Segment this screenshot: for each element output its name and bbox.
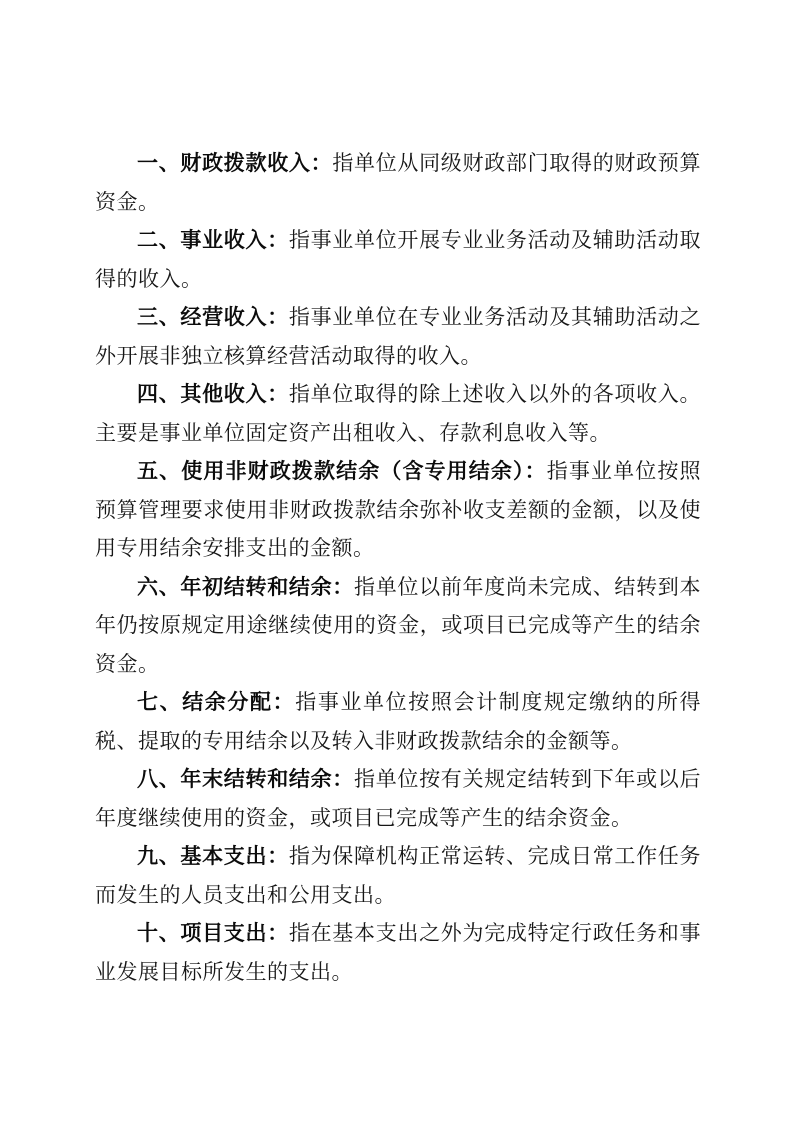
term-definition: 指单位从同级财政部门取得的财政预算资金。 <box>95 151 702 214</box>
definition-paragraph-6 <box>95 568 701 684</box>
term-label: 四、其他收入： <box>137 382 289 406</box>
term-definition: 指事业单位按照预算管理要求使用非财政拨款结余弥补收支差额的金额，以及使用专用结余安排支出的金额。 <box>95 459 702 560</box>
definition-paragraph-9 <box>95 837 701 914</box>
term-label: 十、项目支出： <box>137 921 289 945</box>
definition-paragraph-7 <box>95 683 701 760</box>
term-definition: 指单位取得的除上述收入以外的各项收入。主要是事业单位固定资产出租收入、存款利息收入等。 <box>95 382 702 445</box>
term-label: 二、事业收入： <box>137 228 289 252</box>
term-definition: 指单位按有关规定结转到下年或以后年度继续使用的资金，或项目已完成等产生的结余资金。 <box>95 767 701 830</box>
definition-paragraph-3 <box>95 298 701 375</box>
term-label: 七、结余分配： <box>137 690 296 714</box>
definition-paragraph-2 <box>95 221 701 298</box>
term-definition: 指在基本支出之外为完成特定行政任务和事业发展目标所发生的支出。 <box>95 921 702 984</box>
term-definition: 指单位以前年度尚未完成、结转到本年仍按原规定用途继续使用的资金，或项目已完成等产生的结余资金。 <box>95 574 701 676</box>
term-definition: 指事业单位开展专业业务活动及辅助活动取得的收入。 <box>95 228 702 291</box>
term-label: 九、基本支出： <box>137 844 289 868</box>
document-body <box>95 144 701 991</box>
definition-paragraph-8 <box>95 760 701 837</box>
definition-paragraph-4 <box>95 375 701 452</box>
definition-paragraph-1 <box>95 144 701 221</box>
term-definition: 指事业单位按照会计制度规定缴纳的所得税、提取的专用结余以及转入非财政拨款结余的金额等。 <box>95 690 702 753</box>
term-label: 三、经营收入： <box>137 305 289 329</box>
definition-paragraph-5 <box>95 452 701 568</box>
term-label: 六、年初结转和结余： <box>137 574 354 599</box>
term-label: 八、年末结转和结余： <box>137 767 354 791</box>
term-definition: 指事业单位在专业业务活动及其辅助活动之外开展非独立核算经营活动取得的收入。 <box>95 305 702 368</box>
term-definition: 指为保障机构正常运转、完成日常工作任务而发生的人员支出和公用支出。 <box>95 844 702 907</box>
term-label: 五、使用非财政拨款结余（含专用结余）： <box>137 459 547 483</box>
term-label: 一、财政拨款收入： <box>137 151 333 175</box>
definition-paragraph-10 <box>95 914 701 991</box>
